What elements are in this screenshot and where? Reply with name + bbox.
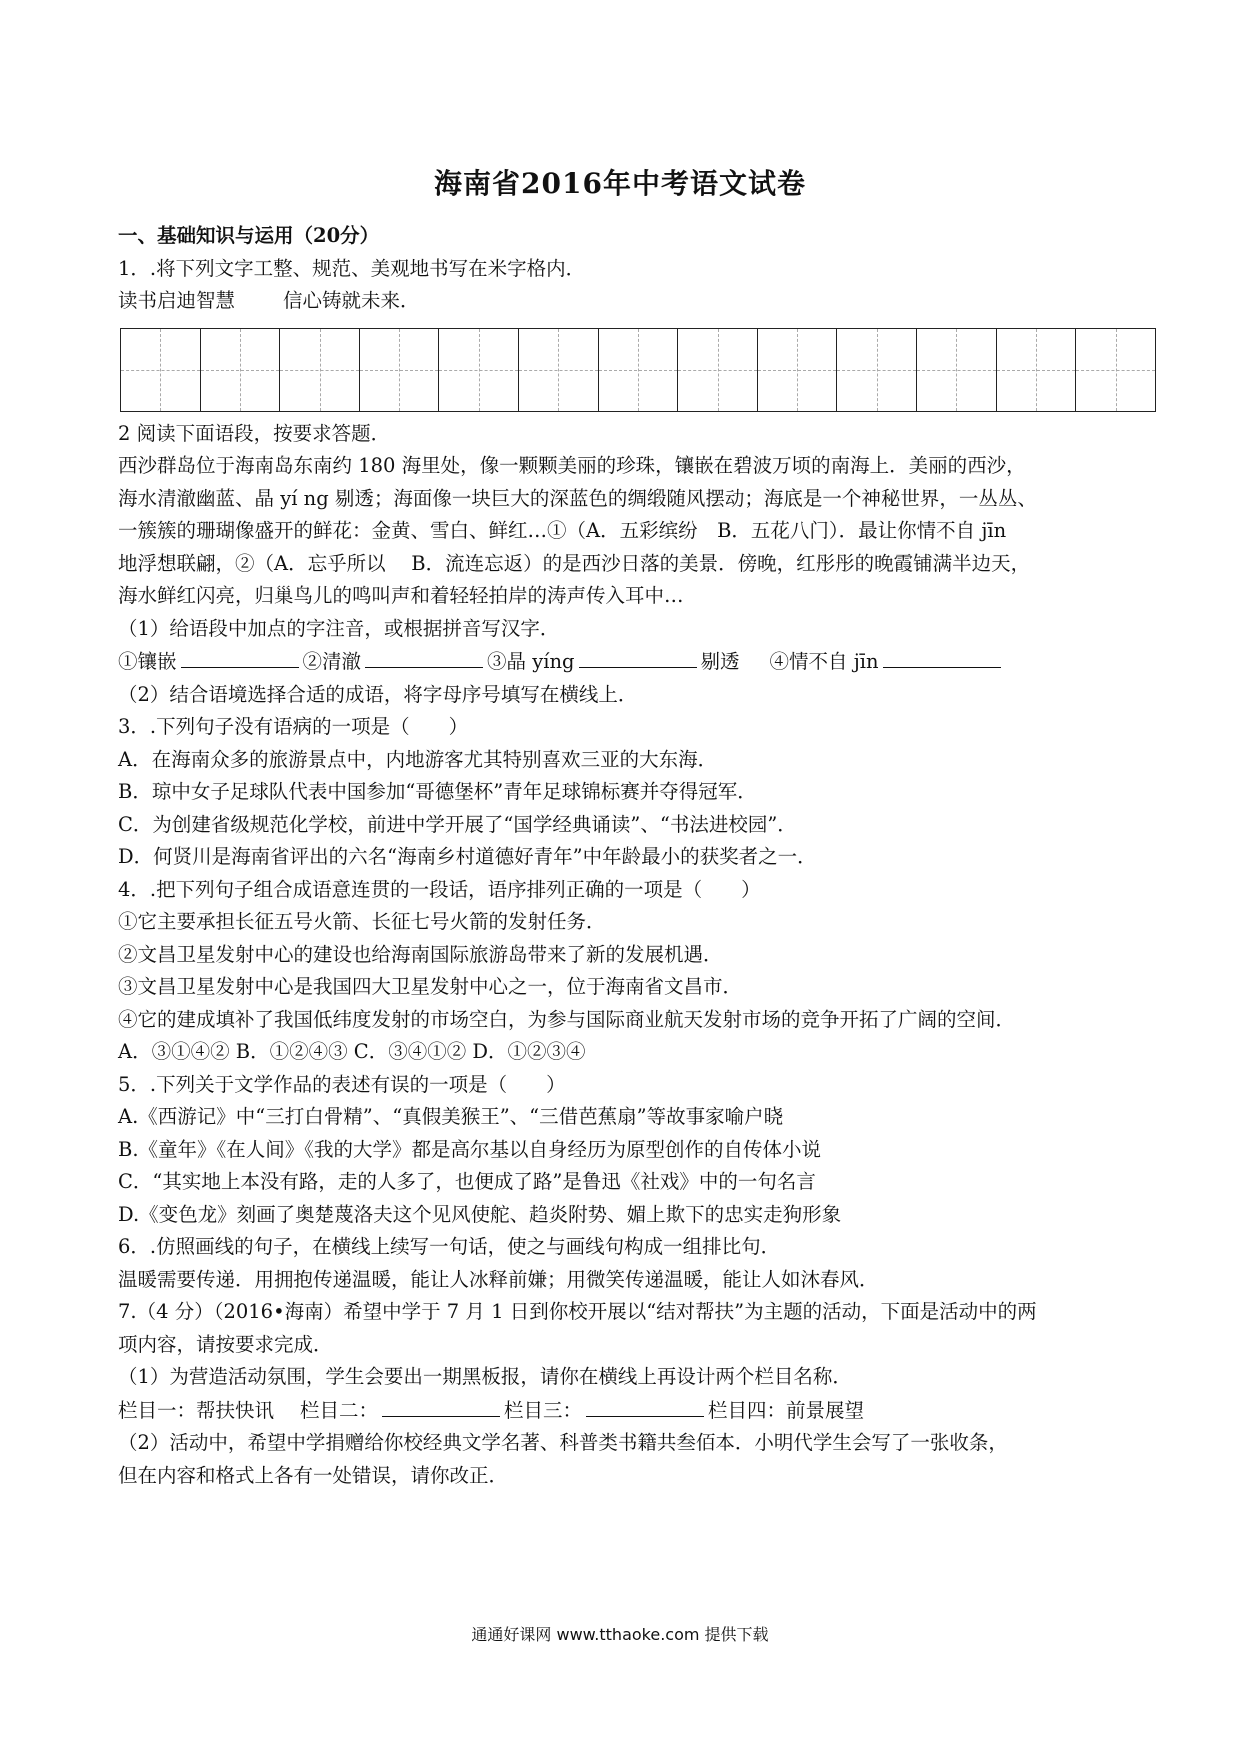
column-2-label: 栏目二： (300, 1398, 379, 1422)
q4-stem: 4．.把下列句子组合成语意连贯的一段话，语序排列正确的一项是（ ） (118, 877, 761, 901)
grid-cell[interactable] (599, 329, 679, 411)
q2-passage-line: 地浮想联翩，②（A．忘乎所以 B．流连忘返）的是西沙日落的美景．傍晚，红彤彤的晚霞铺满半边天， (118, 551, 1031, 575)
q7-stem-cont: 项内容，请按要求完成． (118, 1332, 333, 1356)
fill-label-1: ①镶嵌 (118, 650, 177, 673)
grid-cell[interactable] (1076, 329, 1155, 411)
grid-cell[interactable] (121, 329, 201, 411)
q2-fill-row (118, 645, 1138, 679)
download-footer: 通通好课网 www.tthaoke.com 提供下载 (471, 1625, 769, 1644)
q7-sub2: （2）活动中，希望中学捐赠给你校经典文学名著、科普类书籍共叁佰本．小明代学生会写了一张收条， (118, 1431, 1008, 1454)
q2-sub2: （2）结合语境选择合适的成语，将字母序号填写在横线上． (118, 682, 638, 706)
q2-stem: 2 阅读下面语段，按要求答题． (118, 421, 391, 445)
column-3-blank[interactable] (586, 1394, 704, 1417)
grid-cell[interactable] (917, 329, 997, 411)
grid-cell[interactable] (758, 329, 838, 411)
q3-option-a[interactable]: A．在海南众多的旅游景点中，内地游客尤其特别喜欢三亚的大东海． (118, 747, 718, 771)
answer-blank-2[interactable] (365, 645, 483, 668)
q3-option-c[interactable]: C．为创建省级规范化学校，前进中学开展了“国学经典诵读”、“书法进校园”． (118, 812, 797, 836)
q1-stem: 1．.将下列文字工整、规范、美观地书写在米字格内． (118, 256, 586, 280)
grid-cell[interactable] (201, 329, 281, 411)
q4-sentence-1: ①它主要承担长征五号火箭、长征七号火箭的发射任务． (118, 910, 606, 933)
column-1: 栏目一：帮扶快讯 (118, 1398, 275, 1422)
q1-text-b: 信心铸就未来． (283, 289, 420, 312)
grid-cell[interactable] (678, 329, 758, 411)
q7-columns (118, 1394, 1138, 1428)
q5-option-b[interactable]: B.《童年》《在人间》《我的大学》都是高尔基以自身经历为原型创作的自传体小说 (118, 1137, 822, 1161)
grid-cell[interactable] (439, 329, 519, 411)
q2-passage-line: 一簇簇的珊瑚像盛开的鲜花：金黄、雪白、鲜红…①（A．五彩缤纷 B．五花八门）．最让你情不自 jīn (118, 519, 1007, 542)
q6-stem: 6．.仿照画线的句子，在横线上续写一句话，使之与画线句构成一组排比句． (118, 1235, 781, 1258)
fill-label-3: ③晶 yíng (487, 650, 575, 673)
column-4: 栏目四：前景展望 (708, 1398, 865, 1422)
answer-blank-4[interactable] (883, 645, 1001, 668)
q1-text-a: 读书启迪智慧 (118, 289, 236, 312)
grid-cell[interactable] (519, 329, 599, 411)
q5-option-d[interactable]: D.《变色龙》刻画了奥楚蔑洛夫这个见风使舵、趋炎附势、媚上欺下的忠实走狗形象 (118, 1202, 842, 1226)
q4-sentence-4: ④它的建成填补了我国低纬度发射的市场空白，为参与国际商业航天发射市场的竞争开拓了广阔的空间． (118, 1007, 1016, 1031)
section-heading: 一、基础知识与运用（20分） (118, 224, 380, 247)
grid-cell[interactable] (837, 329, 917, 411)
q5-option-a[interactable]: A.《西游记》中“三打白骨精”、“真假美猴王”、“三借芭蕉扇”等故事家喻户晓 (118, 1105, 784, 1128)
q3-option-b[interactable]: B．琼中女子足球队代表中国参加“哥德堡杯”青年足球锦标赛并夺得冠军． (118, 780, 757, 803)
q2-passage-line: 海水清澈幽蓝、晶 yí ng 剔透；海面像一块巨大的深蓝色的绸缎随风摆动；海底是一个神秘世界，一丛丛、 (118, 486, 1037, 510)
q7-sub2-cont: 但在内容和格式上各有一处错误，请你改正． (118, 1463, 509, 1487)
q2-passage-line: 海水鲜红闪亮，归巢鸟儿的鸣叫声和着轻轻拍岸的涛声传入耳中… (118, 584, 684, 607)
answer-blank-1[interactable] (181, 645, 299, 668)
column-2-blank[interactable] (382, 1394, 500, 1417)
q4-sentence-2: ②文昌卫星发射中心的建设也给海南国际旅游岛带来了新的发展机遇． (118, 942, 723, 966)
writing-grid[interactable] (120, 328, 1156, 412)
q6-text: 温暖需要传递．用拥抱传递温暖，能让人冰释前嫌；用微笑传递温暖，能让人如沐春风． (118, 1267, 879, 1291)
grid-cell[interactable] (997, 329, 1077, 411)
grid-cell[interactable] (360, 329, 440, 411)
q4-sentence-3: ③文昌卫星发射中心是我国四大卫星发射中心之一，位于海南省文昌市． (118, 975, 743, 998)
q5-option-c[interactable]: C．“其实地上本没有路，走的人多了，也便成了路”是鲁迅《社戏》中的一句名言 (118, 1170, 816, 1193)
column-3-label: 栏目三： (504, 1398, 583, 1422)
q2-sub1: （1）给语段中加点的字注音，或根据拼音写汉字． (118, 616, 560, 640)
fill-label-3b: 剔透 (700, 650, 740, 673)
q7-stem: 7.（4 分）（2016•海南）希望中学于 7 月 1 日到你校开展以“结对帮扶”为主题的活动，下面是活动中的两 (118, 1300, 1037, 1323)
q3-option-d[interactable]: D．何贤川是海南省评出的六名“海南乡村道德好青年”中年龄最小的获奖者之一． (118, 845, 817, 868)
grid-cell[interactable] (280, 329, 360, 411)
q3-stem: 3．.下列句子没有语病的一项是（ ） (118, 715, 469, 738)
page-title: 海南省2016年中考语文试卷 (434, 167, 806, 200)
exam-content (118, 220, 1138, 1492)
q2-passage-line: 西沙群岛位于海南岛东南约 180 海里处，像一颗颗美丽的珍珠，镶嵌在碧波万顷的南海上．美丽的西沙， (118, 454, 1026, 477)
q7-sub1: （1）为营造活动氛围，学生会要出一期黑板报，请你在横线上再设计两个栏目名称． (118, 1365, 852, 1388)
fill-label-2: ②清澈 (302, 650, 362, 673)
q5-stem: 5．.下列关于文学作品的表述有误的一项是（ ） (118, 1072, 566, 1096)
q4-options[interactable]: A．③①④② B．①②④③ C．③④①② D．①②③④ (118, 1040, 586, 1063)
q1-text (118, 285, 1138, 318)
fill-label-4: ④情不自 jīn (769, 650, 879, 673)
answer-blank-3[interactable] (579, 645, 697, 668)
